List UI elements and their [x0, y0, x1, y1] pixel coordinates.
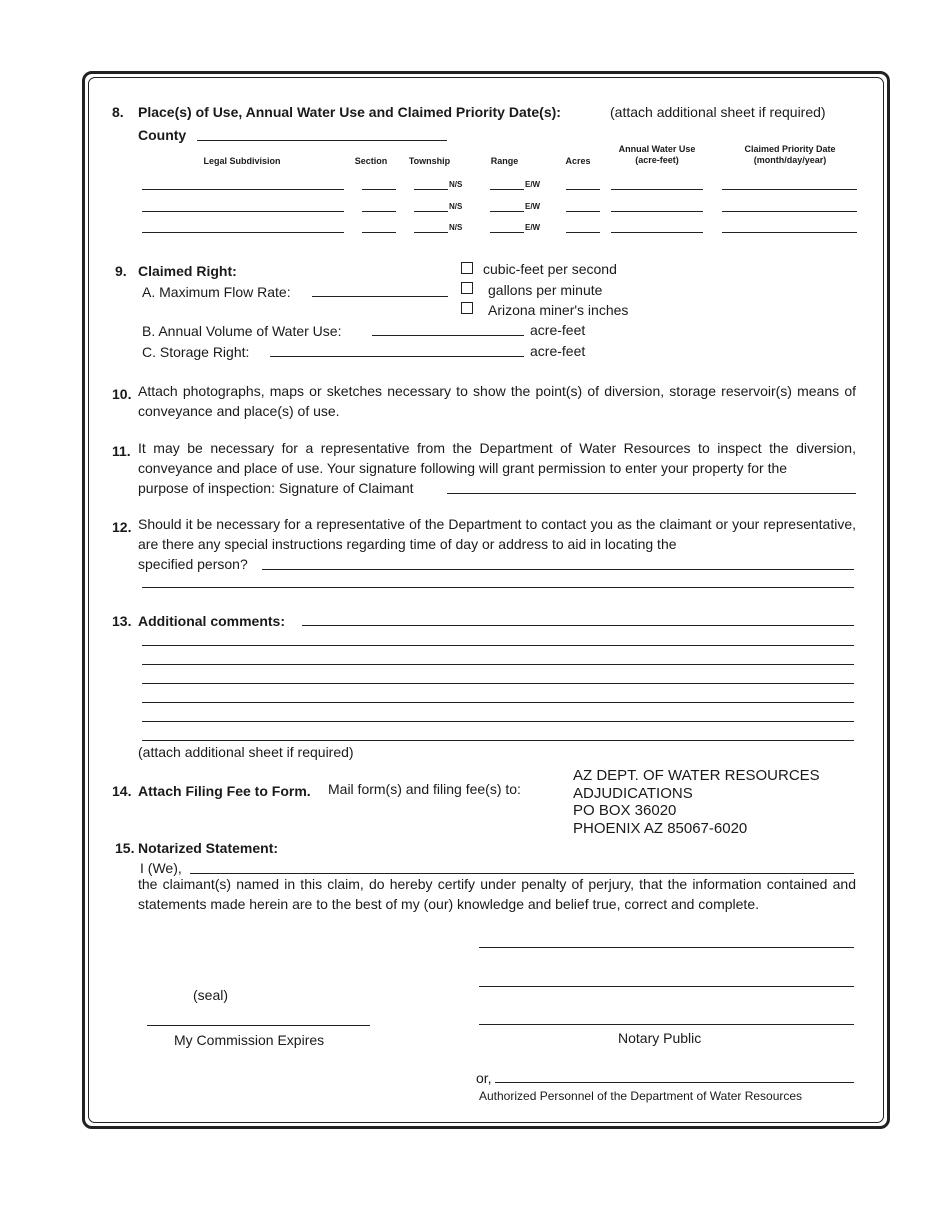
comments-line[interactable] — [142, 702, 854, 703]
address-line-1: AZ DEPT. OF WATER RESOURCES — [573, 767, 820, 784]
header-priority-format: (month/day/year) — [753, 155, 827, 165]
annual-use-field[interactable] — [611, 211, 703, 212]
page-border-inner — [88, 77, 884, 1123]
comments-line[interactable] — [142, 645, 854, 646]
annual-use-field[interactable] — [611, 189, 703, 190]
section-8-number: 8. — [112, 104, 124, 120]
max-flow-rate-label: A. Maximum Flow Rate: — [142, 284, 291, 300]
seal-label: (seal) — [193, 987, 229, 1003]
address-line-2: ADJUDICATIONS — [573, 784, 693, 802]
authorized-personnel-field[interactable] — [495, 1082, 854, 1083]
section-13-title: Additional comments: — [138, 613, 286, 629]
ew-label: E/W — [525, 180, 541, 189]
annual-volume-field[interactable] — [372, 335, 524, 336]
comments-line[interactable] — [142, 740, 854, 741]
gpm-label: gallons per minute — [488, 282, 603, 298]
annual-volume-label: B. Annual Volume of Water Use: — [142, 323, 342, 339]
max-flow-rate-field[interactable] — [312, 296, 448, 297]
address-line-3: PO BOX 36020 — [573, 802, 677, 819]
ew-label: E/W — [525, 202, 541, 211]
header-annual-unit: (acre-feet) — [635, 155, 679, 165]
section-11-number: 11. — [112, 443, 131, 459]
acres-field[interactable] — [566, 189, 600, 190]
header-township: Township — [408, 156, 451, 166]
annual-volume-unit: acre-feet — [530, 322, 586, 338]
section-8-title: Place(s) of Use, Annual Water Use and Claimed Priority Date(s): — [138, 104, 561, 120]
header-acres: Acres — [565, 156, 591, 166]
address-line-4: PHOENIX AZ 85067-6020 — [573, 819, 748, 837]
mailing-address — [573, 767, 820, 837]
township-field[interactable] — [414, 211, 448, 212]
miners-inches-label: Arizona miner's inches — [488, 302, 629, 318]
comments-line[interactable] — [142, 683, 854, 684]
township-field[interactable] — [414, 189, 448, 190]
county-label: County — [138, 127, 187, 143]
claimant-names-field[interactable] — [190, 873, 854, 874]
storage-right-label: C. Storage Right: — [142, 344, 250, 360]
section-10-text: Attach photographs, maps or sketches necessary to show the point(s) of diversion, storage reservoir(s) means of conveyance and place(s) of use. — [138, 383, 856, 419]
comments-line[interactable] — [142, 664, 854, 665]
ew-label: E/W — [525, 223, 541, 232]
section-9-title: Claimed Right: — [138, 263, 237, 279]
section-13-note: (attach additional sheet if required) — [138, 744, 354, 760]
authorized-personnel-label: Authorized Personnel of the Department of Water Resources — [479, 1089, 803, 1103]
section-8-note: (attach additional sheet if required) — [610, 104, 826, 120]
comments-line[interactable] — [302, 625, 854, 626]
special-instructions-field[interactable] — [262, 569, 854, 570]
or-label: or, — [476, 1070, 492, 1086]
special-instructions-field-2[interactable] — [142, 587, 854, 588]
header-annual-water-use: Annual Water Use — [618, 144, 696, 154]
section-11-text: It may be necessary for a representative from the Department of Water Resources to inspect the diversion, conveyance and place of use. Your signature following will grant permission to enter your property for the — [138, 440, 856, 476]
commission-expires-label: My Commission Expires — [174, 1032, 325, 1048]
annual-use-field[interactable] — [611, 232, 703, 233]
section-14-text: Mail form(s) and filing fee(s) to: — [328, 781, 521, 797]
legal-subdivision-field[interactable] — [142, 232, 344, 233]
ns-label: N/S — [449, 180, 463, 189]
legal-subdivision-field[interactable] — [142, 189, 344, 190]
miners-inches-checkbox[interactable] — [461, 302, 473, 314]
section-15-number: 15. — [115, 840, 135, 856]
priority-date-field[interactable] — [722, 189, 857, 190]
township-field[interactable] — [414, 232, 448, 233]
cfs-checkbox[interactable] — [461, 262, 473, 274]
notary-public-label: Notary Public — [618, 1030, 702, 1046]
header-legal-subdivision: Legal Subdivision — [203, 156, 281, 166]
section-9-number: 9. — [115, 263, 127, 279]
comments-line[interactable] — [142, 721, 854, 722]
section-12-number: 12. — [112, 519, 132, 535]
section-field[interactable] — [362, 232, 396, 233]
header-section: Section — [354, 156, 388, 166]
section-field[interactable] — [362, 189, 396, 190]
ns-label: N/S — [449, 223, 463, 232]
storage-right-unit: acre-feet — [530, 343, 586, 359]
section-14-title: Attach Filing Fee to Form. — [138, 783, 311, 799]
gpm-checkbox[interactable] — [461, 282, 473, 294]
cfs-label: cubic-feet per second — [483, 261, 617, 277]
range-field[interactable] — [490, 232, 524, 233]
header-priority-date: Claimed Priority Date — [744, 144, 836, 154]
priority-date-field[interactable] — [722, 232, 857, 233]
priority-date-field[interactable] — [722, 211, 857, 212]
legal-subdivision-field[interactable] — [142, 211, 344, 212]
section-13-number: 13. — [112, 613, 132, 629]
county-field[interactable] — [197, 140, 447, 141]
ns-label: N/S — [449, 202, 463, 211]
notary-signature-line-2[interactable] — [479, 986, 854, 987]
section-10-number: 10. — [112, 386, 132, 402]
section-field[interactable] — [362, 211, 396, 212]
commission-expires-field[interactable] — [147, 1025, 370, 1026]
acres-field[interactable] — [566, 232, 600, 233]
range-field[interactable] — [490, 189, 524, 190]
claimant-signature-label: purpose of inspection: Signature of Claimant — [138, 480, 414, 496]
storage-right-field[interactable] — [270, 356, 524, 357]
section-15-text: the claimant(s) named in this claim, do hereby certify under penalty of perjury, that the information contained and statements made herein are to the best of my (our) knowledge and belief true, correct and complete. — [138, 876, 856, 912]
acres-field[interactable] — [566, 211, 600, 212]
specified-person-label: specified person? — [138, 556, 248, 572]
claimant-signature-field[interactable] — [447, 493, 856, 494]
header-range: Range — [490, 156, 519, 166]
notary-signature-line-1[interactable] — [479, 947, 854, 948]
section-12-text: Should it be necessary for a representative of the Department to contact you as the claimant or your representative, are there any special instructions regarding time of day or address to aid in locating the — [138, 516, 856, 552]
notary-public-field[interactable] — [479, 1024, 854, 1025]
section-15-title: Notarized Statement: — [138, 840, 279, 856]
claimant-names-label: I (We), — [140, 860, 182, 876]
section-14-number: 14. — [112, 783, 132, 799]
range-field[interactable] — [490, 211, 524, 212]
